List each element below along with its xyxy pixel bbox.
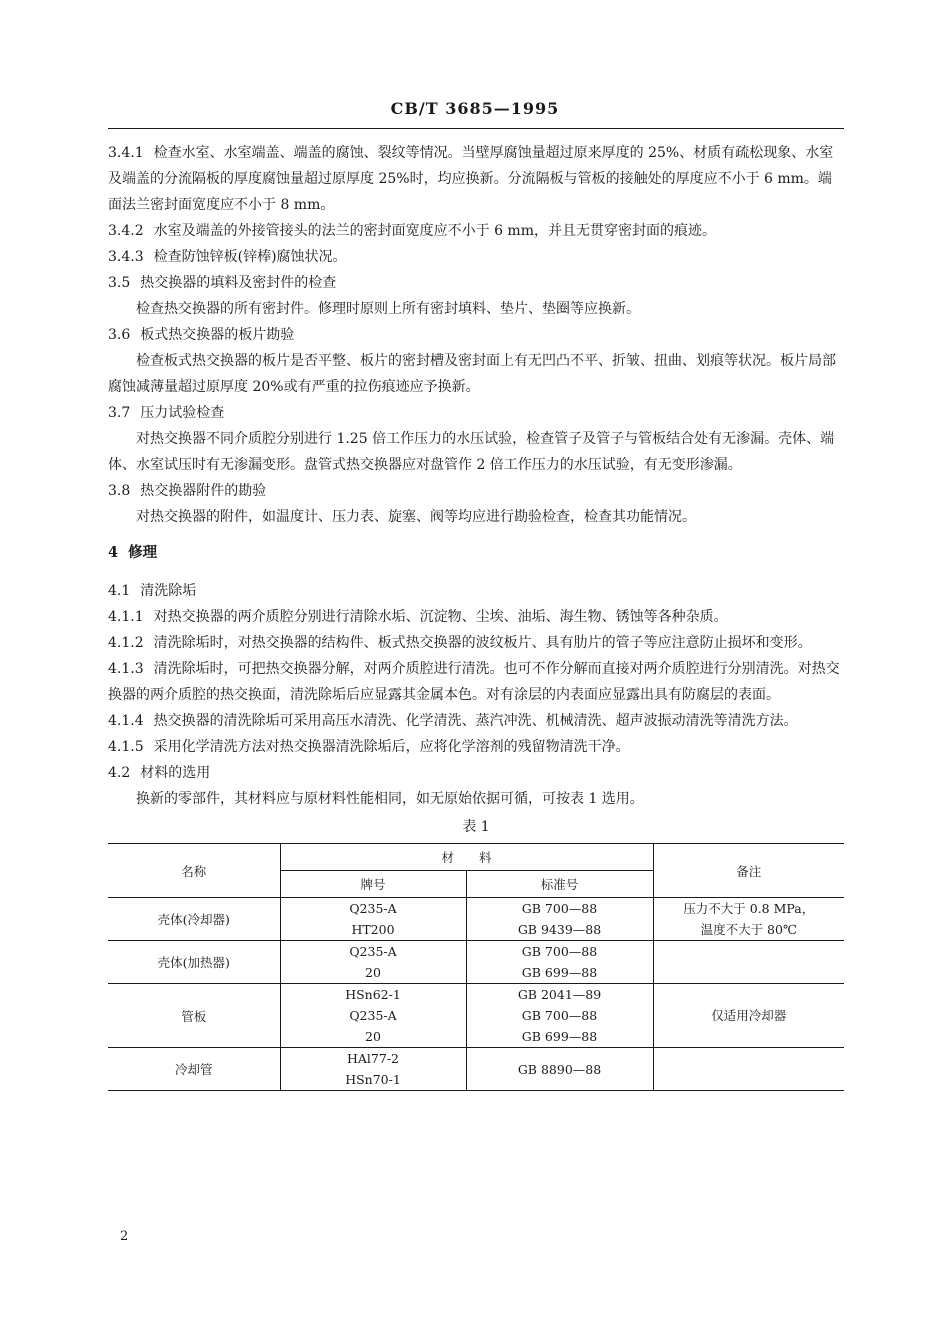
- clause-number: 3.4.2: [108, 223, 144, 239]
- grade-value: Q235-A: [349, 1008, 397, 1023]
- clause-number: 4.1: [108, 583, 131, 599]
- row-standards: [466, 984, 653, 1048]
- clause-number: 3.4.1: [108, 145, 144, 161]
- row-name: 壳体(冷却器): [108, 898, 280, 941]
- table-row: [108, 1048, 844, 1091]
- clause-4-1-5: [108, 734, 844, 760]
- clause-text: 清洗除垢: [140, 583, 197, 599]
- grade-value: 20: [365, 1029, 381, 1044]
- clause-text: 热交换器的清洗除垢可采用高压水清洗、化学清洗、蒸汽冲洗、机械清洗、超声波振动清洗等清洗方法。: [153, 713, 798, 729]
- header-material: 材 料: [280, 844, 653, 871]
- remark-line: 温度不大于 80℃: [700, 922, 797, 937]
- row-remark: [653, 1048, 844, 1091]
- grade-value: HSn62-1: [345, 987, 401, 1002]
- clause-text: 采用化学清洗方法对热交换器清洗除垢后，应将化学溶剂的残留物清洗干净。: [153, 739, 630, 755]
- remark-line: 压力不大于 0.8 MPa，: [683, 901, 815, 916]
- clause-3-4-2: [108, 218, 844, 244]
- clause-3-6-heading: [108, 322, 844, 348]
- clause-3-7-body: 对热交换器不同介质腔分别进行 1.25 倍工作压力的水压试验，检查管子及管子与管板结合处有无渗漏。壳体、端体、水室试压时有无渗漏变形。盘管式热交换器应对盘管作 2 倍工作压力的水压试验，有无变形渗漏。: [108, 431, 835, 473]
- grade-value: HT200: [351, 922, 395, 937]
- standard-value: GB 699—88: [521, 965, 598, 980]
- clause-4-1-4: [108, 708, 844, 734]
- clause-3-8-heading: [108, 478, 844, 504]
- clause-4-2-body: 换新的零部件，其材料应与原材料性能相同，如无原始依据可循，可按表 1 选用。: [136, 791, 644, 807]
- standard-value: GB 2041—89: [517, 987, 602, 1002]
- standard-value: GB 700—88: [521, 944, 598, 959]
- page-header: CB/T 3685—1995: [390, 99, 560, 118]
- standard-value: GB 700—88: [521, 1008, 598, 1023]
- clause-text: 压力试验检查: [140, 405, 225, 421]
- row-remark: [653, 984, 844, 1048]
- clause-number: 4.1.3: [108, 661, 144, 677]
- table-row: [108, 984, 844, 1048]
- row-standards: [466, 1048, 653, 1091]
- header-rule: [108, 128, 844, 129]
- row-standards: [466, 898, 653, 941]
- header-name: 名称: [108, 844, 280, 898]
- row-grades: [280, 941, 466, 984]
- remark-line: 仅适用冷却器: [711, 1008, 787, 1023]
- row-name: 壳体(加热器): [108, 941, 280, 984]
- header-grade: 牌号: [280, 871, 466, 898]
- clause-text: 热交换器的填料及密封件的检查: [140, 275, 337, 291]
- clause-number: 3.4.3: [108, 249, 144, 265]
- grade-value: HSn70-1: [345, 1072, 401, 1087]
- clause-text: 清洗除垢时，对热交换器的结构件、板式热交换器的波纹板片、具有肋片的管子等应注意防止损坏和变形。: [153, 635, 812, 651]
- document-body: [108, 140, 844, 1091]
- clause-3-5-heading: [108, 270, 844, 296]
- clause-3-6-body: 检查板式热交换器的板片是否平整、板片的密封槽及密封面上有无凹凸不平、折皱、扭曲、划痕等状况。板片局部腐蚀减薄量超过原厚度 20%或有严重的拉伤痕迹应予换新。: [108, 353, 836, 395]
- clause-number: 3.7: [108, 405, 131, 421]
- clause-text: 对热交换器的两介质腔分别进行清除水垢、沉淀物、尘埃、油垢、海生物、锈蚀等各种杂质。: [153, 609, 728, 625]
- header-remark: 备注: [653, 844, 844, 898]
- clause-number: 3.6: [108, 327, 131, 343]
- table-row: [108, 898, 844, 941]
- clause-3-4-3: [108, 244, 844, 270]
- standard-value: GB 699—88: [521, 1029, 598, 1044]
- grade-value: 20: [365, 965, 381, 980]
- grade-value: HAl77-2: [346, 1051, 399, 1066]
- section-title: 修理: [128, 544, 158, 561]
- clause-4-1-3: [108, 656, 844, 708]
- page-number: 2: [120, 1229, 129, 1244]
- clause-number: 4.1.1: [108, 609, 144, 625]
- clause-3-7-heading: [108, 400, 844, 426]
- row-grades: [280, 984, 466, 1048]
- clause-text: 检查防蚀锌板(锌棒)腐蚀状况。: [153, 249, 347, 265]
- clause-3-8-body: 对热交换器的附件，如温度计、压力表、旋塞、阀等均应进行勘验检查，检查其功能情况。: [136, 509, 696, 525]
- grade-value: Q235-A: [349, 901, 397, 916]
- clause-4-1-2: [108, 630, 844, 656]
- materials-table: [108, 843, 844, 1091]
- clause-text: 检查水室、水室端盖、端盖的腐蚀、裂纹等情况。当壁厚腐蚀量超过原来厚度的 25%、材质有疏松现象、水室及端盖的分流隔板的厚度腐蚀量超过原厚度 25%时，均应换新。分流隔板与管板的接触处的厚度应不小于 6 mm。端面法兰密封面宽度应不小于 8 mm。: [108, 145, 834, 213]
- clause-text: 清洗除垢时，可把热交换器分解，对两介质腔进行清洗。也可不作分解而直接对两介质腔进行分别清洗。对热交换器的两介质腔的热交换面，清洗除垢后应显露其金属本色。对有涂层的内表面应显露出具有防腐层的表面。: [108, 661, 840, 703]
- table-header-row: [108, 844, 844, 871]
- row-standards: [466, 941, 653, 984]
- clause-number: 3.5: [108, 275, 131, 291]
- table-caption: 表 1: [462, 819, 490, 835]
- standard-value: GB 8890—88: [517, 1061, 602, 1077]
- row-remark: [653, 898, 844, 941]
- row-grades: [280, 898, 466, 941]
- clause-number: 4.2: [108, 765, 131, 781]
- clause-number: 4.1.2: [108, 635, 144, 651]
- section-4-heading: [108, 540, 844, 566]
- clause-4-1: [108, 578, 844, 604]
- clause-number: 4.1.4: [108, 713, 144, 729]
- section-4-paragraphs: [108, 578, 844, 812]
- standard-value: GB 9439—88: [517, 922, 602, 937]
- header-standard: 标准号: [466, 871, 653, 898]
- clause-3-4-1: [108, 140, 844, 218]
- row-name: 管板: [108, 984, 280, 1048]
- row-remark: [653, 941, 844, 984]
- standard-value: GB 700—88: [521, 901, 598, 916]
- clause-text: 板式热交换器的板片勘验: [140, 327, 295, 343]
- row-grades: [280, 1048, 466, 1091]
- section-number: 4: [108, 544, 119, 561]
- clause-4-2: [108, 760, 844, 786]
- table-row: [108, 941, 844, 984]
- clause-text: 材料的选用: [140, 765, 211, 781]
- clause-number: 4.1.5: [108, 739, 144, 755]
- clause-text: 水室及端盖的外接管接头的法兰的密封面宽度应不小于 6 mm，并且无贯穿密封面的痕迹。: [153, 223, 716, 239]
- clause-text: 热交换器附件的勘验: [140, 483, 267, 499]
- clause-4-1-1: [108, 604, 844, 630]
- clause-number: 3.8: [108, 483, 131, 499]
- section-3-paragraphs: [108, 140, 844, 530]
- clause-3-5-body: 检查热交换器的所有密封件。修理时原则上所有密封填料、垫片、垫圈等应换新。: [136, 301, 640, 317]
- grade-value: Q235-A: [349, 944, 397, 959]
- row-name: 冷却管: [108, 1048, 280, 1091]
